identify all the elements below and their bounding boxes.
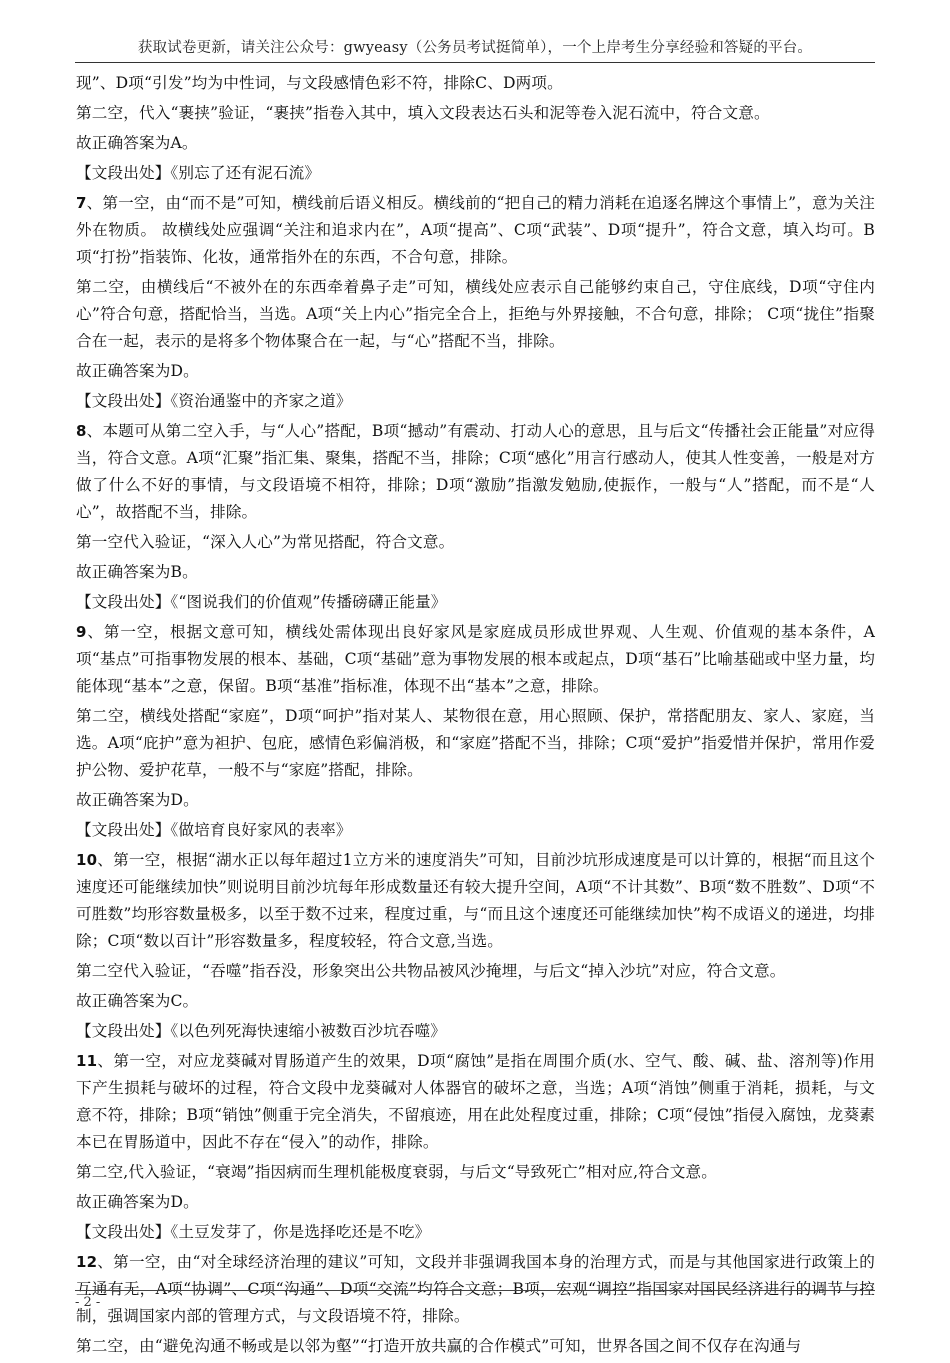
- question-number: 7: [76, 194, 87, 212]
- paragraph-text: 【文段出处】《“图说我们的价值观”传播磅礴正能量》: [76, 593, 447, 611]
- paragraph-text: 故正确答案为A。: [76, 134, 198, 152]
- paragraph-text: 【文段出处】《资治通鉴中的齐家之道》: [76, 392, 352, 410]
- answer-explanations: [76, 70, 875, 1363]
- paragraph-text: 【文段出处】《做培育良好家风的表率》: [76, 821, 352, 839]
- question-explanation-paragraph: [76, 619, 875, 700]
- explanation-paragraph: [76, 559, 875, 586]
- paragraph-text: 【文段出处】《别忘了还有泥石流》: [76, 164, 321, 182]
- paragraph-text: 【文段出处】《以色列死海快速缩小被数百沙坑吞噬》: [76, 1022, 447, 1040]
- paragraph-text: 第二空，由“避免沟通不畅或是以邻为壑”“打造开放共赢的合作模式”可知，世界各国之间不仅存在沟通与: [76, 1337, 802, 1355]
- question-explanation-paragraph: [76, 847, 875, 955]
- paragraph-text: 故正确答案为C。: [76, 992, 199, 1010]
- paragraph-text: 第二空，由横线后“不被外在的东西牵着鼻子走”可知，横线处应表示自己能够约束自己，守住底线，D项“守住内心”符合句意，搭配恰当，当选。A项“关上内心”指完全合上，拒绝与外界接触，不合句意，排除； C项“拢住”指聚合在一起，表示的是将多个物体聚合在一起，与“心”搭配不当，排除。: [76, 278, 875, 350]
- paragraph-text: 、第一空，由“而不是”可知，横线前后语义相反。横线前的“把自己的精力消耗在追逐名牌这个事情上”，意为关注外在物质。 故横线处应强调“关注和追求内在”，A项“提高”、C项“武装”、D项“提升”，符合文意，填入均可。B项“打扮”指装饰、化妆，通常指外在的东西，不合句意，排除。: [76, 194, 875, 266]
- explanation-paragraph: [76, 817, 875, 844]
- paragraph-text: 现”、D项“引发”均为中性词，与文段感情色彩不符，排除C、D两项。: [76, 74, 563, 92]
- explanation-paragraph: [76, 274, 875, 355]
- paragraph-text: 【文段出处】《土豆发芽了，你是选择吃还是不吃》: [76, 1223, 431, 1241]
- explanation-paragraph: [76, 787, 875, 814]
- question-number: 9: [76, 623, 87, 641]
- question-explanation-paragraph: [76, 1048, 875, 1156]
- paragraph-text: 故正确答案为D。: [76, 1193, 199, 1211]
- question-number: 11: [76, 1052, 98, 1070]
- question-explanation-paragraph: [76, 190, 875, 271]
- paragraph-text: 、第一空，由“对全球经济治理的建议”可知，文段并非强调我国本身的治理方式，而是与其他国家进行政策上的互通有无，A项“协调”、C项“沟通”、D项“交流”均符合文意；B项，宏观“调控”指国家对国民经济进行的调节与控制，强调国家内部的管理方式，与文段语境不符，排除。: [76, 1253, 875, 1325]
- explanation-paragraph: [76, 703, 875, 784]
- explanation-paragraph: [76, 100, 875, 127]
- page-number: - 2 -: [75, 1295, 101, 1310]
- paragraph-text: 、第一空，对应龙葵碱对胃肠道产生的效果，D项“腐蚀”是指在周围介质(水、空气、酸、碱、盐、溶剂等)作用下产生损耗与破坏的过程，符合文段中龙葵碱对人体器官的破坏之意，当选；A项“消蚀”侧重于消耗，损耗，与文意不符，排除；B项“销蚀”侧重于完全消失，不留痕迹，用在此处程度过重，排除；C项“侵蚀”指侵入腐蚀，龙葵素本已在胃肠道中，因此不存在“侵入”的动作，排除。: [76, 1052, 875, 1151]
- question-number: 10: [76, 851, 98, 869]
- question-number: 12: [76, 1253, 98, 1271]
- paragraph-text: 故正确答案为B。: [76, 563, 198, 581]
- paragraph-text: 、第一空，根据“湖水正以每年超过1立方米的速度消失”可知，目前沙坑形成速度是可以计算的，根据“而且这个速度还可能继续加快”则说明目前沙坑每年形成数量还有较大提升空间，A项“不计其数”、B项“数不胜数”、D项“不可胜数”均形容数量极多，以至于数不过来，程度过重，与“而且这个速度还可能继续加快”构不成语义的递进，均排除；C项“数以百计”形容数量多，程度较轻，符合文意,当选。: [76, 851, 875, 950]
- explanation-paragraph: [76, 160, 875, 187]
- paragraph-text: 第一空代入验证，“深入人心”为常见搭配，符合文意。: [76, 533, 455, 551]
- explanation-paragraph: [76, 1189, 875, 1216]
- explanation-paragraph: [76, 1159, 875, 1186]
- paragraph-text: 故正确答案为D。: [76, 791, 199, 809]
- question-number: 8: [76, 422, 87, 440]
- explanation-paragraph: [76, 958, 875, 985]
- paragraph-text: 第二空，代入“裹挟”验证，“裹挟”指卷入其中，填入文段表达石头和泥等卷入泥石流中，符合文意。: [76, 104, 770, 122]
- paragraph-text: 第二空,代入验证，“衰竭”指因病而生理机能极度衰弱，与后文“导致死亡”相对应,符合文意。: [76, 1163, 717, 1181]
- explanation-paragraph: [76, 358, 875, 385]
- paragraph-text: 第二空，横线处搭配“家庭”，D项“呵护”指对某人、某物很在意，用心照顾、保护，常搭配朋友、家人、家庭，当选。A项“庇护”意为袒护、包庇，感情色彩偏消极，和“家庭”搭配不当，排除；C项“爱护”指爱惜并保护，常用作爱护公物、爱护花草，一般不与“家庭”搭配，排除。: [76, 707, 875, 779]
- paragraph-text: 、本题可从第二空入手，与“人心”搭配，B项“撼动”有震动、打动人心的意思，且与后文“传播社会正能量”对应得当，符合文意。A项“汇聚”指汇集、聚集，搭配不当，排除；C项“感化”用言行感动人，使其人性变善，一般是对方做了什么不好的事情，与文段语境不相符，排除；D项“激励”指激发勉励,使振作，一般与“人”搭配，而不是“人心”，故搭配不当，排除。: [76, 422, 875, 521]
- explanation-paragraph: [76, 1333, 875, 1360]
- paragraph-text: 、第一空，根据文意可知，横线处需体现出良好家风是家庭成员形成世界观、人生观、价值观的基本条件，A项“基点”可指事物发展的根本、基础，C项“基础”意为事物发展的根本或起点，D项“基石”比喻基础或中坚力量，均能体现“基本”之意，保留。B项“基准”指标准，体现不出“基本”之意，排除。: [76, 623, 875, 695]
- paragraph-text: 故正确答案为D。: [76, 362, 199, 380]
- explanation-paragraph: [76, 388, 875, 415]
- footer-divider: [75, 1290, 875, 1291]
- explanation-paragraph: [76, 1219, 875, 1246]
- explanation-paragraph: [76, 589, 875, 616]
- explanation-paragraph: [76, 1018, 875, 1045]
- explanation-paragraph: [76, 70, 875, 97]
- question-explanation-paragraph: [76, 418, 875, 526]
- page-header: 获取试卷更新，请关注公众号：gwyeasy（公务员考试挺简单），一个上岸考生分享经验和答疑的平台。: [137, 40, 813, 56]
- header-divider: [75, 62, 875, 63]
- explanation-paragraph: [76, 988, 875, 1015]
- explanation-paragraph: [76, 529, 875, 556]
- explanation-paragraph: [76, 130, 875, 157]
- paragraph-text: 第二空代入验证，“吞噬”指吞没，形象突出公共物品被风沙掩埋，与后文“掉入沙坑”对应，符合文意。: [76, 962, 786, 980]
